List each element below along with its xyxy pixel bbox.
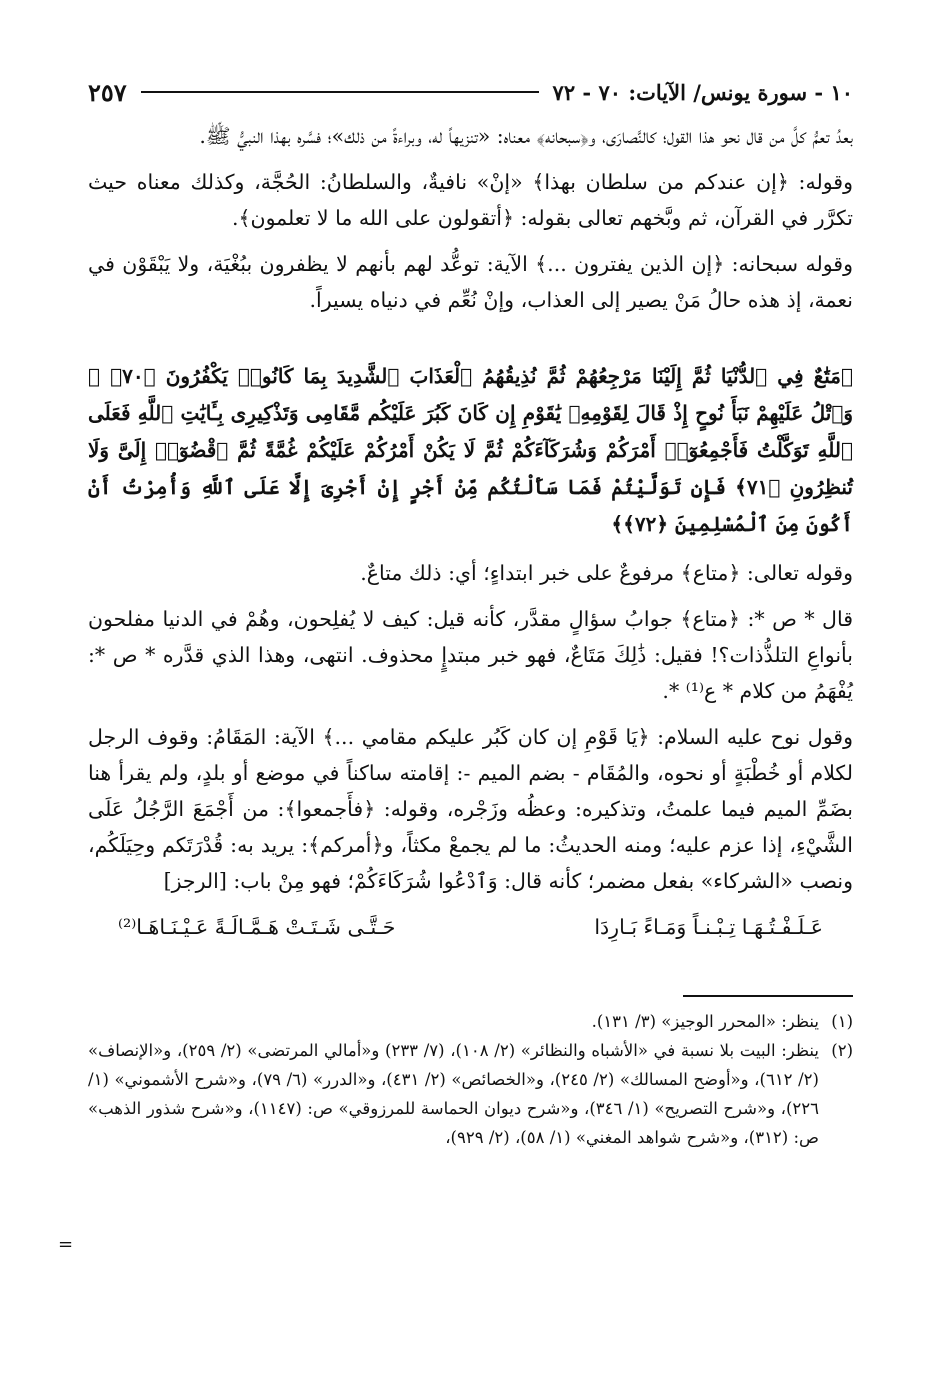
paragraph-3: وقوله سبحانه: ﴿إن الذين يفترون ...﴾ الآية: توعُّد لهم بأنهم لا يظفرون ببُغْيَة، ولا يَبْقَوْن في نعمة، إذ هذه حالُ مَنْ يصير إلى العذاب، وإنْ نُعِّم في دنياه يسيراً. [88,252,853,312]
paragraph-1: بعدُ تعمُّ كلَّ من قال نحو هذا القول؛ كالنَّصارَى، و﴿سبحانه﴾ معناه: «تنزيهاً له، وبراءةً من ذلك»؛ فسَّره بهذا النبيُّ ﷺ. [199,124,853,148]
poetry-verse [118,909,823,945]
paragraph-2: وقوله: ﴿إن عندكم من سلطان بهذا﴾ «إنْ» نافيةٌ، والسلطانُ: الحُجَّة، وكذلك معناه حيث تكرَّر في القرآن، ثم وبَّخهم تعالى بقوله: ﴿أتقولون على الله ما لا تعلمون﴾. [88,170,853,230]
paragraph-5: قال * ص *: ﴿متاع﴾ جوابُ سؤالٍ مقدَّر، كأنه قيل: كيف لا يُفلِحون، وهُمْ في الدنيا مفلحون بأنواعِ التلذُّذات؟! فقيل: ذَٰلِكَ مَتَاعٌ، فهو خبر مبتدإٍ محذوف. انتهى، وهذا الذي قدَّره * ص *: يُفْهَمُ من كلام * ع⁽¹⁾ *. [88,607,853,703]
header-title: ١٠ - سورة يونس/ الآيات: ٧٠ - ٧٢ [552,79,853,105]
quran-verses: ﴿مَتَٰعٌ فِي ٱلدُّنْيَا ثُمَّ إِلَيْنَا مَرْجِعُهُمْ ثُمَّ نُذِيقُهُمُ ٱلْعَذَابَ ٱلشَّدِيدَ بِمَا كَانُوا۟ يَكْفُرُونَ ﴿٧٠﴾ ۞ وَٱتْلُ عَلَيْهِمْ نَبَأَ نُوحٍ إِذْ قَالَ لِقَوْمِهِۦ يَٰقَوْمِ إِن كَانَ كَبُرَ عَلَيْكُم مَّقَامِى وَتَذْكِيرِى بِـَٔايَٰتِ ٱللَّهِ فَعَلَى ٱللَّهِ تَوَكَّلْتُ فَأَجْمِعُوٓا۟ أَمْرَكُمْ وَشُرَكَآءَكُمْ ثُمَّ لَا يَكُنْ أَمْرُكُمْ عَلَيْكُمْ غُمَّةً ثُمَّ ٱقْضُوٓا۟ إِلَىَّ وَلَا تُنظِرُونِ ﴿٧١﴾ فَإِن تَوَلَّيْتُمْ فَمَا سَأَلْتُكُم مِّنْ أَجْرٍ إِنْ أَجْرِىَ إِلَّا عَلَى ٱللَّهِ وَأُمِرْتُ أَنْ أَكُونَ مِنَ ٱلْمُسْلِمِينَ ﴿٧٢﴾﴾ [88,364,854,536]
paragraph-6: وقول نوح عليه السلام: ﴿يَا قَوْمِ إن كان كَبُر عليكم مقامي ...﴾ الآية: المَقَامُ: وقوف الرجل لكلام أو خُطْبَةٍ أو نحوه، والمُقَام - بضم الميم -: إقامته ساكناً في موضع أو بلدٍ، ولم يقرأ هنا بضَمِّ الميم فيما علمتُ، وتذكيره: وعظُه وزَجْره، وقوله: ﴿فأَجمعوا﴾: من أَجْمَعَ الرَّجُلُ عَلَى الشَّيْءِ، إذا عزم عليه؛ ومنه الحديثُ: ما لم يجمعْ مكثاً، و﴿أمركم﴾: يريد به: قُدْرَتَكم وحِيَلَكُم، ونصب «الشركاء» بفعل مضمر؛ كأنه قال: وَٱدْعُوا شُرَكَاءَكُمْ؛ فهو مِنْ باب: [الرجز] [88,725,853,893]
continuation-mark: = [58,1234,74,1255]
footnotes [88,1007,853,1152]
poetry-hemistich-1: عَـلَـفْـتُـهَـا تِـبْـنـاً وَمَـاءً بَـارِدَا [594,915,823,939]
paragraph-4: وقوله تعالى: ﴿متاع﴾ مرفوعٌ على خبر ابتداءٍ؛ أي: ذلك متاعٌ. [360,561,853,585]
page-number: ٢٥٧ [88,77,127,107]
footnote-text: ينظر: البيت بلا نسبة في «الأشباه والنظائر» (٢/ ١٠٨)، (٧/ ٢٣٣) و«أمالي المرتضى» (٢/ ٢٥٩)، و«الإنصاف» (٢/ ٦١٢)، و«أوضح المسالك» (٢/ ٢٤٥)، و«الخصائص» (٢/ ٤٣١)، و«الدرر» (٦/ ٧٩)، و«شرح الأشموني» (١/ ٢٢٦)، و«شرح التصريح» (١/ ٣٤٦)، و«شرح ديوان الحماسة للمرزوقي» ص: (١١٤٧)، و«شرح شذور الذهب» ص: (٣١٢)، و«شرح شواهد المغني» (١/ ٥٨)، (٢/ ٩٢٩)، [88,1041,819,1147]
running-header [88,72,853,112]
footnote-separator [683,995,853,997]
footnote-1 [88,1007,853,1036]
header-rule [141,91,539,93]
footnote-number: (٢) [831,1041,853,1060]
footnote-2 [88,1036,853,1152]
footnote-number: (١) [831,1012,853,1031]
poetry-hemistich-2: حَـتَّـى شَـتَـتْ هَـمَّـالَـةً عَـيْـنَـاهَـا⁽²⁾ [118,915,396,939]
footnote-text: ينظر: «المحرر الوجيز» (٣/ ١٣١). [591,1012,819,1031]
